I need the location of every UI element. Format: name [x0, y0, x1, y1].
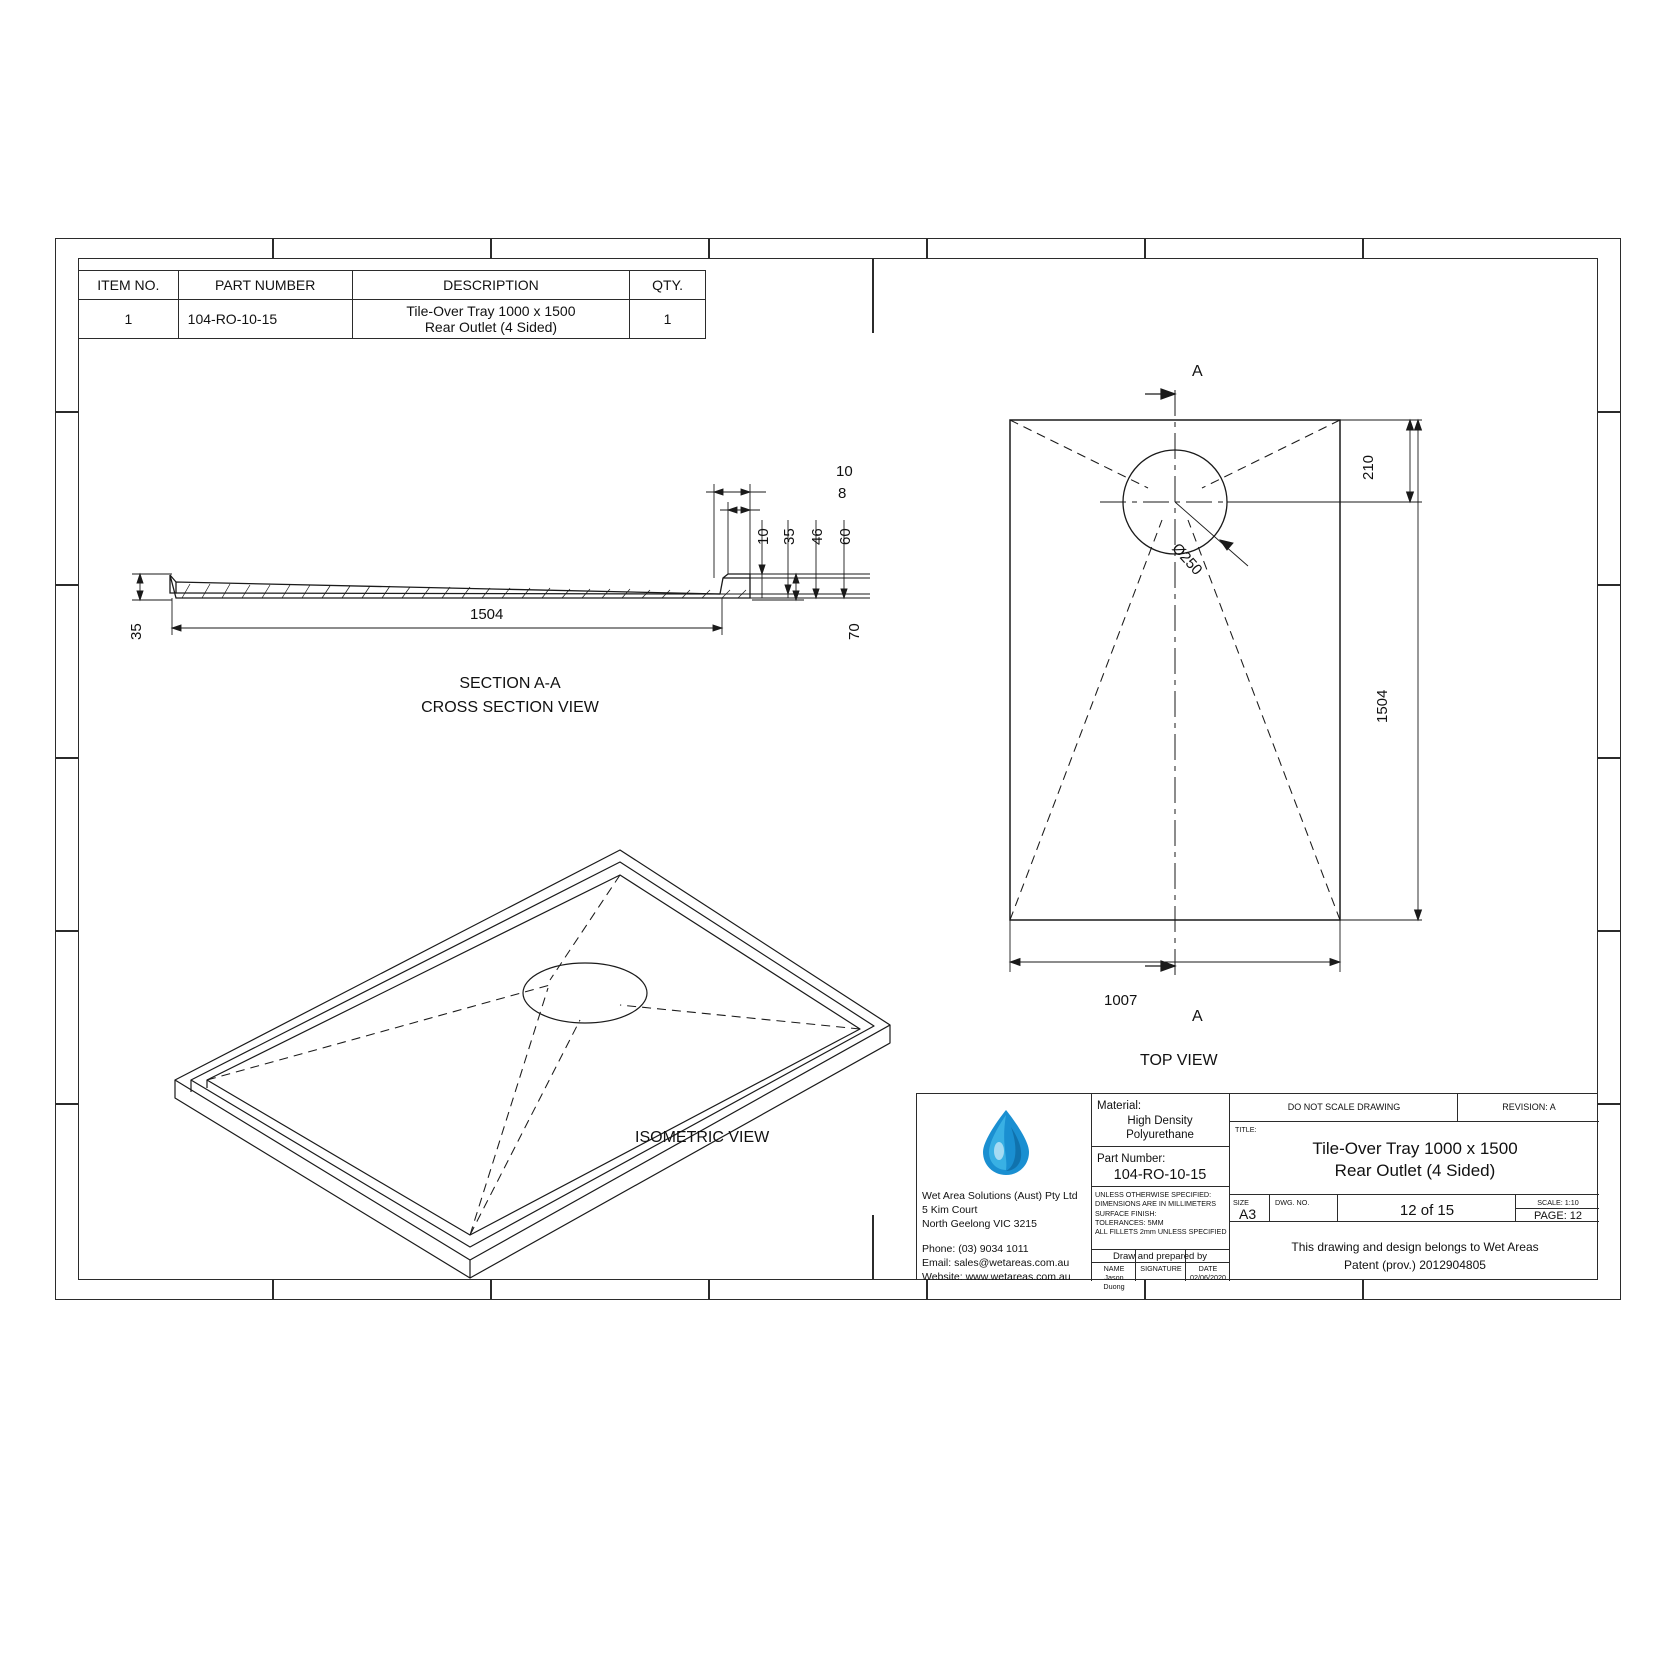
- material-label: Material:: [1097, 1100, 1142, 1112]
- dim-section-top-8: 8: [838, 485, 847, 502]
- section-view-label-line1: SECTION A-A: [459, 675, 561, 692]
- cell-description-line2: Rear Outlet (4 Sided): [424, 319, 558, 336]
- col-part-number: PART NUMBER: [178, 271, 352, 300]
- company-address-line2: North Geelong VIC 3215: [922, 1218, 1037, 1230]
- frame-tick: [872, 258, 874, 333]
- frame-tick: [490, 238, 492, 258]
- title-block-divider: [1091, 1249, 1229, 1250]
- dim-section-stack-60: 60: [837, 528, 854, 545]
- frame-tick: [1598, 411, 1621, 413]
- frame-tick: [1362, 1280, 1364, 1300]
- drawing-title-line1: Tile-Over Tray 1000 x 1500: [1312, 1139, 1518, 1158]
- company-email[interactable]: Email: sales@wetareas.com.au: [922, 1257, 1070, 1269]
- cell-qty: 1: [630, 300, 706, 339]
- size-label: SIZE: [1233, 1198, 1249, 1207]
- col-description: DESCRIPTION: [352, 271, 629, 300]
- prepared-by-label: Draw and prepared by: [1113, 1251, 1207, 1262]
- section-marker-top-label: A: [1192, 363, 1203, 380]
- title-block-divider: [1091, 1186, 1229, 1187]
- col-qty: QTY.: [630, 271, 706, 300]
- part-number-value: 104-RO-10-15: [1113, 1167, 1207, 1183]
- bill-of-materials-table: [78, 270, 706, 339]
- title-block-divider: [1229, 1194, 1599, 1195]
- page-label: PAGE: 12: [1533, 1210, 1583, 1222]
- dim-section-height-left: 35: [128, 623, 145, 640]
- company-website[interactable]: Website: www.wetareas.com.au: [922, 1271, 1071, 1283]
- frame-tick: [55, 584, 78, 586]
- title-block-divider: [1337, 1194, 1338, 1222]
- spec-note-line2: DIMENSIONS ARE IN MILLIMETERS: [1095, 1199, 1217, 1209]
- title-block: [916, 1093, 1598, 1292]
- isometric-view-drawing: [150, 830, 910, 1290]
- top-view-label: TOP VIEW: [1140, 1052, 1218, 1069]
- frame-tick: [1144, 1280, 1146, 1300]
- material-value-line2: Polyurethane: [1126, 1129, 1194, 1141]
- col-name-label: NAME: [1103, 1264, 1125, 1273]
- section-view-drawing: [110, 470, 900, 690]
- col-date-label: DATE: [1198, 1264, 1218, 1273]
- dwg-no-label: DWG. NO.: [1275, 1198, 1310, 1207]
- ownership-note-line1: This drawing and design belongs to Wet Areas: [1291, 1240, 1539, 1254]
- do-not-scale-note: DO NOT SCALE DRAWING: [1287, 1102, 1401, 1112]
- company-name: Wet Area Solutions (Aust) Pty Ltd: [922, 1190, 1078, 1202]
- title-block-divider: [1091, 1146, 1229, 1147]
- frame-tick: [926, 238, 928, 258]
- dim-outlet-diameter: Ø250: [1168, 540, 1206, 579]
- frame-tick: [55, 1103, 78, 1105]
- company-address-line1: 5 Kim Court: [922, 1204, 978, 1216]
- ownership-note-line2: Patent (prov.) 2012904805: [1344, 1258, 1486, 1272]
- frame-tick: [55, 757, 78, 759]
- dim-section-stack-10: 10: [755, 528, 772, 545]
- frame-tick: [55, 930, 78, 932]
- isometric-view-label: ISOMETRIC VIEW: [635, 1129, 770, 1146]
- dim-section-top-10: 10: [836, 463, 853, 480]
- cell-item-no: 1: [79, 300, 179, 339]
- prepared-by-name: Jason Duong: [1103, 1273, 1125, 1292]
- frame-tick: [272, 238, 274, 258]
- title-block-divider: [1457, 1094, 1458, 1121]
- frame-tick: [1598, 584, 1621, 586]
- col-item-no: ITEM NO.: [79, 271, 179, 300]
- title-block-divider: [1229, 1121, 1599, 1122]
- revision-note: REVISION: A: [1502, 1102, 1556, 1112]
- water-drop-logo: [977, 1107, 1035, 1179]
- dwg-no-value: 12 of 15: [1399, 1202, 1455, 1219]
- spec-note-line1: UNLESS OTHERWISE SPECIFIED:: [1095, 1190, 1212, 1199]
- section-marker-bottom-label: A: [1192, 1008, 1203, 1025]
- spec-notes: [1095, 1190, 1227, 1237]
- dim-top-width: 1007: [1104, 992, 1138, 1009]
- spec-note-line4: TOLERANCES: 5MM: [1095, 1218, 1164, 1228]
- title-label: TITLE:: [1235, 1125, 1257, 1134]
- material-value-line1: High Density: [1127, 1115, 1193, 1127]
- title-block-divider: [1515, 1208, 1599, 1209]
- dim-section-stack-46: 46: [809, 528, 826, 545]
- drawing-title-line2: Rear Outlet (4 Sided): [1334, 1161, 1496, 1180]
- section-view-label-line2: CROSS SECTION VIEW: [421, 699, 599, 716]
- cell-part-number: 104-RO-10-15: [178, 300, 352, 339]
- spec-note-line5: ALL FILLETS 2mm UNLESS SPECIFIED: [1095, 1227, 1227, 1237]
- frame-tick: [708, 238, 710, 258]
- table-header-row: [79, 271, 706, 300]
- title-block-divider: [1091, 1094, 1092, 1281]
- dim-top-height: 1504: [1374, 689, 1391, 723]
- cell-description-line1: Tile-Over Tray 1000 x 1500: [406, 303, 576, 319]
- frame-tick: [1144, 238, 1146, 258]
- cell-description: [352, 300, 629, 339]
- frame-tick: [1598, 930, 1621, 932]
- dim-section-height-right: 70: [846, 623, 863, 640]
- frame-tick: [1598, 757, 1621, 759]
- dim-section-stack-35: 35: [781, 528, 798, 545]
- size-value: A3: [1239, 1206, 1257, 1222]
- dim-section-length: 1504: [470, 606, 504, 623]
- col-signature-label: SIGNATURE: [1140, 1264, 1182, 1273]
- dim-top-outlet-offset: 210: [1360, 454, 1377, 480]
- part-number-label: Part Number:: [1097, 1153, 1166, 1165]
- prepared-by-date: 02/06/2020: [1190, 1273, 1226, 1282]
- title-block-divider: [1269, 1194, 1270, 1222]
- company-phone: Phone: (03) 9034 1011: [922, 1243, 1029, 1255]
- spec-note-line3: SURFACE FINISH:: [1095, 1208, 1157, 1218]
- frame-tick: [1598, 1103, 1621, 1105]
- scale-label: SCALE: 1:10: [1537, 1198, 1579, 1207]
- frame-tick: [55, 411, 78, 413]
- frame-tick: [1362, 238, 1364, 258]
- table-row: [79, 300, 706, 339]
